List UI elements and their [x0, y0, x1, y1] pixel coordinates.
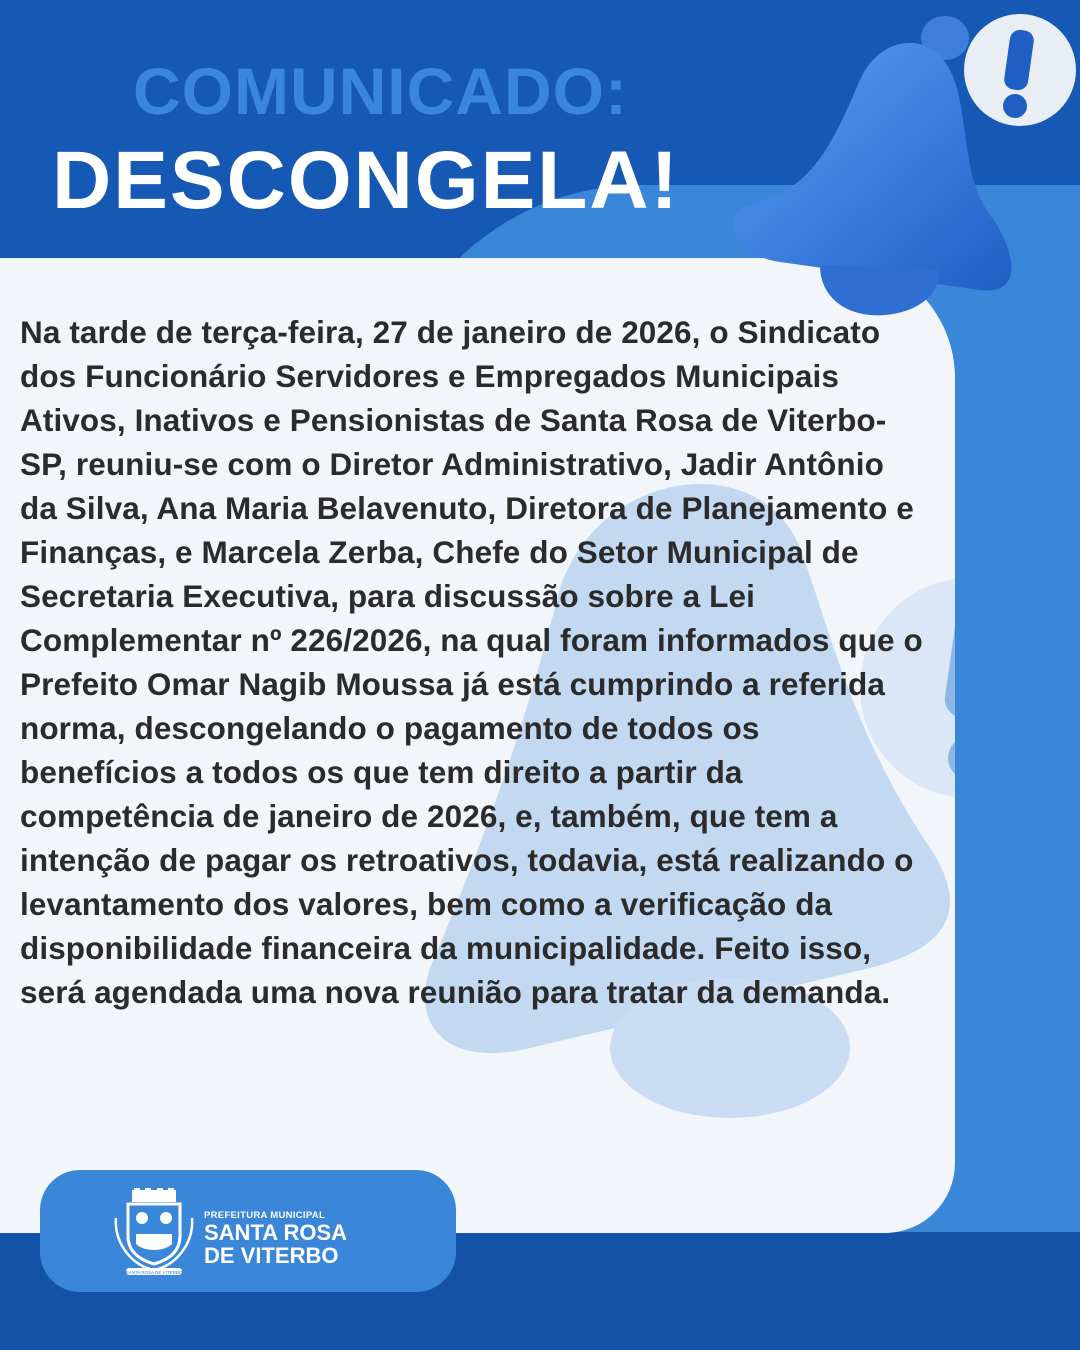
announcement-label: COMUNICADO:	[133, 54, 628, 128]
announcement-headline: DESCONGELA!	[52, 135, 680, 226]
announcement-body: Na tarde de terça-feira, 27 de janeiro de 2026, o Sindicato dos Funcionário Servidores e Empregados Municipais Ativos, Inativos e Pensionistas de Santa Rosa de Viterbo-SP, reuniu-se com o Diretor Administrativo, Jadir Antônio da Silva, Ana Maria Belavenuto, Diretora de Planejamento e Finanças, e Marcela Zerba, Chefe do Setor Municipal de Secretaria Executiva, para discussão sobre a Lei Complementar nº 226/2026, na qual foram informados que o Prefeito Omar Nagib Moussa já está cumprindo a referida norma, descongelando o pagamento de todos os benefícios a todos os que tem direito a partir da competência de janeiro de 2026, e, também, que tem a intenção de pagar os retroativos, todavia, está realizando o levantamento dos valores, bem como a verificação da disponibilidade financeira da municipalidade. Feito isso, será agendada uma nova reunião para tratar da demanda.	[20, 314, 923, 1010]
logo-small-label: PREFEITURA MUNICIPAL	[204, 1210, 326, 1221]
logo-name-line2: DE VITERBO	[204, 1243, 339, 1268]
municipal-logo	[40, 1170, 456, 1292]
logo-name-line1: SANTA ROSA	[204, 1220, 347, 1245]
content-card	[0, 258, 955, 1233]
bell-icon	[710, 0, 1080, 330]
coat-of-arms-icon	[112, 1188, 196, 1276]
crest-text: SANTA ROSA DE VITERBO	[125, 1270, 183, 1275]
